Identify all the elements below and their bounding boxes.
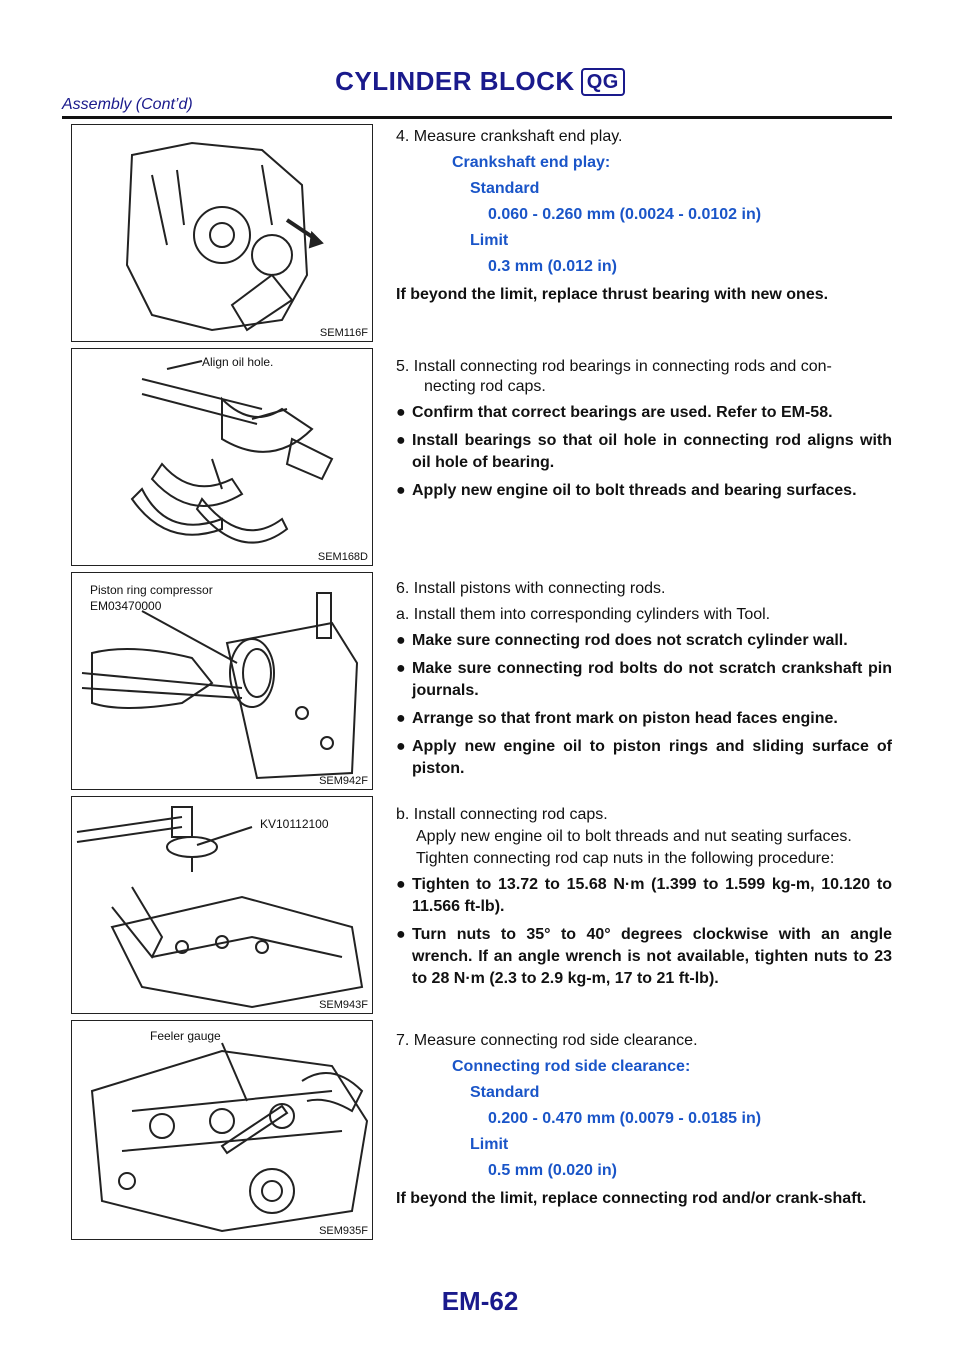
- spec-title: Crankshaft end play:: [452, 154, 611, 171]
- engine-badge: QG: [581, 68, 625, 96]
- bullet-mark: ●: [396, 876, 406, 893]
- step-5: 5. Install connecting rod bearings in connecting rods and con-: [396, 358, 832, 375]
- engine-block-dial-gauge-illustration: [72, 125, 372, 341]
- figure-code: SEM168D: [317, 551, 368, 563]
- section-side-clearance: [396, 1030, 892, 1210]
- figure-label-piston-ring-compressor: Piston ring compressor: [90, 583, 213, 597]
- note: If beyond the limit, replace connecting rod and/or crank-shaft.: [396, 1190, 867, 1207]
- figure-connecting-rod-bearings: [71, 348, 373, 566]
- note: If beyond the limit, replace thrust bearing with new ones.: [396, 286, 829, 303]
- figure-label-tool-number: EM03470000: [90, 599, 162, 613]
- limit-label: Limit: [470, 1136, 509, 1153]
- bullet-mark: ●: [396, 660, 406, 677]
- figure-label-feeler-gauge: Feeler gauge: [150, 1029, 221, 1043]
- bullet-mark: ●: [396, 632, 406, 649]
- page-number: EM-62: [441, 1286, 519, 1316]
- step-6b-line3: Tighten connecting rod cap nuts in the following procedure:: [416, 850, 835, 867]
- page-title: [0, 66, 960, 97]
- step-6: 6. Install pistons with connecting rods.: [396, 580, 666, 597]
- figure-side-clearance: [71, 1020, 373, 1240]
- bullet-item: ● Arrange so that front mark on piston head faces engine.: [396, 708, 892, 730]
- step-5-continued: necting rod caps.: [424, 378, 546, 395]
- section-title: CYLINDER BLOCK: [335, 66, 575, 96]
- bullet-item: ● Install bearings so that oil hole in connecting rod aligns with oil hole of bearing.: [396, 430, 892, 474]
- section-install-pistons: [396, 578, 892, 786]
- figure-code: SEM943F: [319, 999, 368, 1011]
- connecting-rod-bearing-illustration: [72, 349, 372, 565]
- bullet-item: ● Apply new engine oil to piston rings and sliding surface of piston.: [396, 736, 892, 780]
- bullet-mark: ●: [396, 710, 406, 727]
- step-6b-line2: Apply new engine oil to bolt threads and nut seating surfaces.: [416, 828, 852, 845]
- figure-crankshaft-end-play: [71, 124, 373, 342]
- figure-label-tool-kv10112100: KV10112100: [260, 817, 329, 831]
- bullet-mark: ●: [396, 404, 406, 421]
- bullet-item: ● Apply new engine oil to bolt threads and bearing surfaces.: [396, 480, 892, 502]
- bullet-mark: ●: [396, 482, 406, 499]
- limit-value: 0.5 mm (0.020 in): [488, 1162, 617, 1179]
- bullet-mark: ●: [396, 432, 406, 449]
- figure-label-align-oil-hole: Align oil hole.: [202, 355, 274, 369]
- step-6a: a. Install them into corresponding cylinders with Tool.: [396, 606, 771, 623]
- bullet-item: ● Tighten to 13.72 to 15.68 N·m (1.399 to 1.599 kg-m, 10.120 to 11.566 ft-lb).: [396, 874, 892, 918]
- standard-value: 0.200 - 0.470 mm (0.0079 - 0.0185 in): [488, 1110, 762, 1127]
- step-6b: b. Install connecting rod caps.: [396, 806, 608, 823]
- standard-value: 0.060 - 0.260 mm (0.0024 - 0.0102 in): [488, 206, 762, 223]
- step-7: 7. Measure connecting rod side clearance.: [396, 1032, 698, 1049]
- bullet-item: ● Make sure connecting rod bolts do not scratch crankshaft pin journals.: [396, 658, 892, 702]
- page-subtitle: Assembly (Cont’d): [62, 96, 193, 113]
- limit-label: Limit: [470, 232, 509, 249]
- bullet-item: ● Make sure connecting rod does not scratch cylinder wall.: [396, 630, 892, 652]
- figure-connecting-rod-caps: [71, 796, 373, 1014]
- spec-title: Connecting rod side clearance:: [452, 1058, 691, 1075]
- section-crankshaft-end-play: [396, 126, 892, 306]
- figure-piston-install: [71, 572, 373, 790]
- standard-label: Standard: [470, 180, 540, 197]
- bullet-mark: ●: [396, 926, 406, 943]
- bullet-item: ● Confirm that correct bearings are used. Refer to EM-58.: [396, 402, 892, 424]
- step-4: 4. Measure crankshaft end play.: [396, 128, 623, 145]
- figure-code: SEM116F: [319, 327, 368, 339]
- section-connecting-rod-caps: [396, 804, 892, 996]
- feeler-gauge-illustration: [72, 1021, 372, 1239]
- section-connecting-rod-bearings: [396, 356, 892, 508]
- figure-code: SEM935F: [319, 1225, 368, 1237]
- standard-label: Standard: [470, 1084, 540, 1101]
- bullet-item: ● Turn nuts to 35° to 40° degrees clockwise with an angle wrench. If an angle wrench is not available, tighten nuts to 23 to 28 N·m (2.3 to 2.9 kg-m, 17 to 21 ft-lb).: [396, 924, 892, 990]
- limit-value: 0.3 mm (0.012 in): [488, 258, 617, 275]
- figure-code: SEM942F: [319, 775, 368, 787]
- header-divider: [62, 116, 892, 119]
- bullet-mark: ●: [396, 738, 406, 755]
